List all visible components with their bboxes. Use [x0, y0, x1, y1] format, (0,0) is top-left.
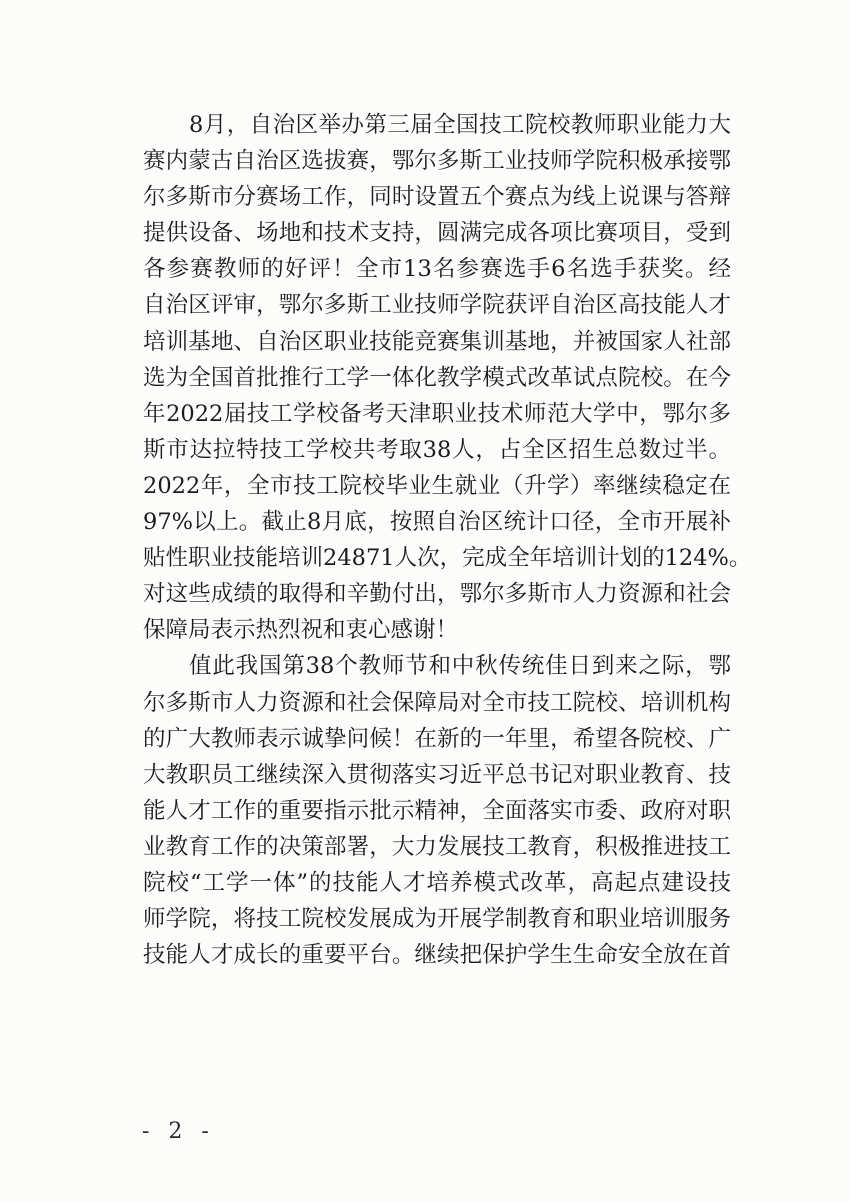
paragraph-line: 师学院，将技工院校发展成为开展学制教育和职业培训服务 — [143, 906, 731, 933]
paragraph-line: 尔多斯市人力资源和社会保障局对全市技工院校、培训机构 — [143, 689, 731, 716]
paragraph-line: 97%以上。截止8月底，按照自治区统计口径，全市开展补 — [143, 509, 731, 536]
body-text — [143, 107, 752, 973]
paragraph-line: 各参赛教师的好评！全市13名参赛选手6名选手获奖。经 — [143, 256, 731, 283]
paragraph-line: 贴性职业技能培训24871人次，完成全年培训计划的124%。 — [143, 545, 752, 572]
page-number: - 2 - — [142, 1119, 215, 1144]
paragraph-line: 院校“工学一体”的技能人才培养模式改革，高起点建设技 — [143, 869, 731, 896]
paragraph-1 — [143, 107, 752, 648]
paragraph-line: 赛内蒙古自治区选拔赛，鄂尔多斯工业技师学院积极承接鄂 — [143, 148, 731, 175]
paragraph-line: 对这些成绩的取得和辛勤付出，鄂尔多斯市人力资源和社会 — [143, 581, 731, 608]
paragraph-line: 2022年，全市技工院校毕业生就业（升学）率继续稳定在 — [143, 472, 731, 499]
paragraph-line: 尔多斯市分赛场工作，同时设置五个赛点为线上说课与答辩 — [143, 184, 731, 211]
paragraph-line: 8月，自治区举办第三届全国技工院校教师职业能力大 — [189, 112, 731, 138]
paragraph-line: 选为全国首批推行工学一体化教学模式改革试点院校。在今 — [143, 364, 731, 391]
paragraph-line: 自治区评审，鄂尔多斯工业技师学院获评自治区高技能人才 — [143, 292, 731, 319]
paragraph-line: 能人才工作的重要指示批示精神，全面落实市委、政府对职 — [143, 797, 731, 824]
paragraph-line: 大教职员工继续深入贯彻落实习近平总书记对职业教育、技 — [143, 761, 731, 788]
paragraph-line: 技能人才成长的重要平台。继续把保护学生生命安全放在首 — [143, 942, 731, 969]
paragraph-line: 培训基地、自治区职业技能竞赛集训基地，并被国家人社部 — [143, 328, 731, 355]
paragraph-2 — [143, 648, 731, 973]
paragraph-line: 保障局表示热烈祝和衷心感谢！ — [143, 617, 459, 644]
paragraph-line: 的广大教师表示诚挚问候！在新的一年里，希望各院校、广 — [143, 725, 731, 752]
paragraph-line: 斯市达拉特技工学校共考取38人，占全区招生总数过半。 — [143, 436, 731, 463]
paragraph-line: 年2022届技工学校备考天津职业技术师范大学中，鄂尔多 — [143, 400, 731, 427]
paragraph-line: 值此我国第38个教师节和中秋传统佳日到来之际，鄂 — [189, 653, 731, 680]
paragraph-line: 业教育工作的决策部署，大力发展技工教育，积极推进技工 — [143, 833, 731, 860]
paragraph-line: 提供设备、场地和技术支持，圆满完成各项比赛项目，受到 — [143, 220, 731, 247]
